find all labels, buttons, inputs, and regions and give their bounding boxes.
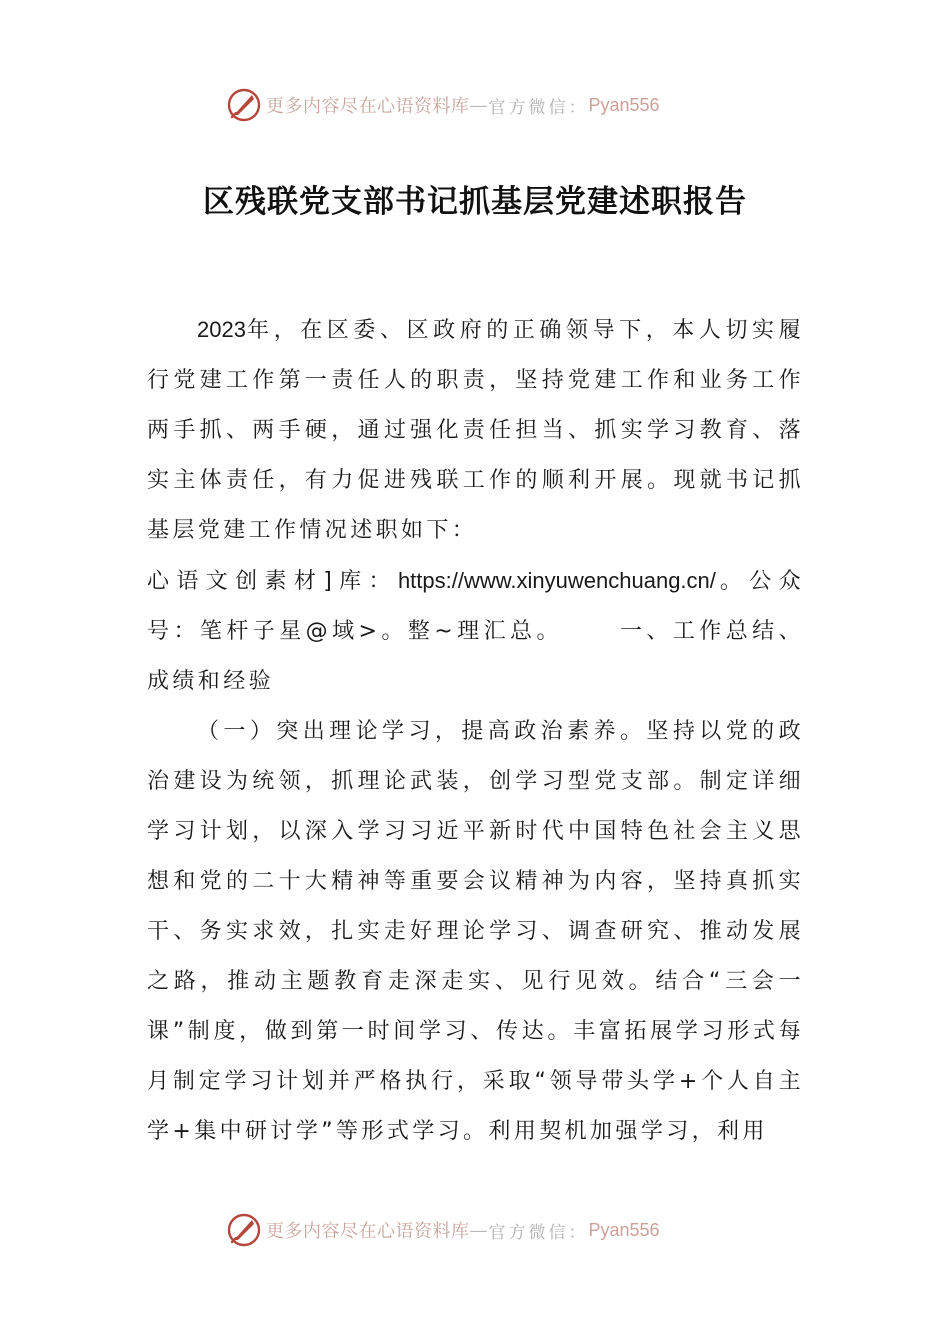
document-body bbox=[147, 305, 804, 1157]
intro-text: 年，在区委、区政府的正确领导下，本人切实履行党建工作第一责任人的职责，坚持党建工作和业务工作两手抓、两手硬，通过强化责任担当、抓实学习教育、落实主体责任，有力促进残联工作的顺利开展。现就书记抓基层党建工作情况述职如下： bbox=[147, 318, 804, 543]
header-watermark-banner bbox=[226, 85, 660, 125]
banner-library-text: 更多内容尽在心语资料库 bbox=[266, 1221, 470, 1242]
banner-wechat-id: Pyan556 bbox=[588, 94, 660, 115]
quill-pen-logo-icon bbox=[226, 87, 262, 123]
banner-separator: — bbox=[469, 1219, 489, 1241]
document-title: 区残联党支部书记抓基层党建述职报告 bbox=[203, 184, 747, 220]
footer-watermark-banner bbox=[226, 1210, 660, 1250]
promo-suffix: 。公众号：笔杆子星@域>。整~理汇总。 bbox=[147, 569, 805, 644]
banner-separator: — bbox=[469, 94, 489, 116]
intro-year: 2023 bbox=[197, 317, 246, 342]
quill-pen-logo-icon bbox=[226, 1212, 262, 1248]
promo-prefix: 心语文创素材]库： bbox=[147, 569, 398, 594]
section-heading: 一、工作总结、成绩和经验 bbox=[147, 619, 804, 694]
banner-wechat-label: 官方微信： bbox=[488, 97, 589, 118]
banner-wechat-id: Pyan556 bbox=[588, 1219, 660, 1240]
promo-paragraph bbox=[147, 556, 804, 707]
promo-url: https://www.xinyuwenchuang.cn/ bbox=[397, 568, 716, 593]
intro-paragraph bbox=[147, 305, 804, 556]
section-1-paragraph: （一）突出理论学习，提高政治素养。坚持以党的政治建设为统领，抓理论武装，创学习型党支部。制定详细学习计划，以深入学习习近平新时代中国特色社会主义思想和党的二十大精神等重要会议精神为内容，坚持真抓实干、务实求效，扎实走好理论学习、调查研究、推动发展之路，推动主题教育走深走实、见行见效。结合“三会一课”制度，做到第一时间学习、传达。丰富拓展学习形式每月制定学习计划并严格执行，采取“领导带头学+个人自主学+集中研讨学”等形式学习。利用契机加强学习，利用 bbox=[147, 719, 804, 1144]
banner-library-text: 更多内容尽在心语资料库 bbox=[266, 96, 470, 117]
banner-wechat-label: 官方微信： bbox=[488, 1222, 589, 1243]
